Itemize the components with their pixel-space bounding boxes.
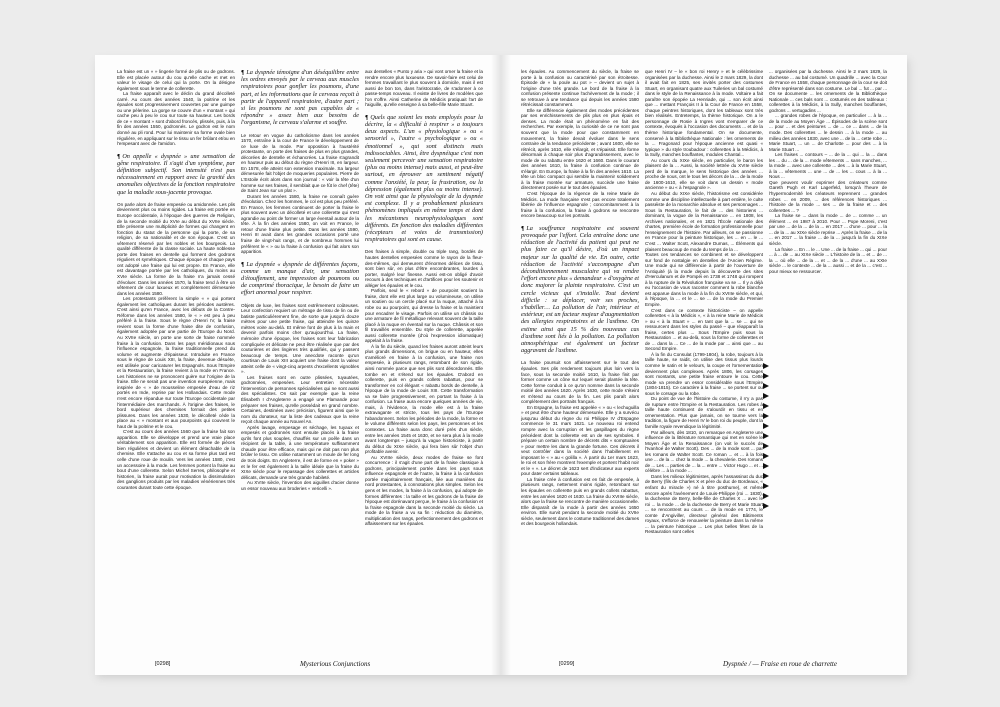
paragraph: Au XVIIe siècle, l'invention des aiguilles d'acier donne un essor nouveau aux broderies « vericelli ». xyxy=(241,480,359,491)
paragraph: les épaules. Au commencement du siècle, la fraise se porte à la confusion ou caractérisé par son étroitesse. Épisode de « la poule au pot » – devient un sujet à l'origine d'une très grande. Le bord de la fraise à la confusion présente continue l'achèvement de la mode ; il se retrouve à une tendance qui depuis les années 1580 rétrécissait constamment. xyxy=(521,69,639,108)
open-book xyxy=(95,55,907,675)
paragraph: Les fraises ... contours – ... de la ... qui ... la ... dans les ... du ... de la ... mode vêtements ... sans manches, ... la mode ... avec une collerette ... des ... à la Marie Stuart, à la ... vêtements ... une ... de ... les ... cous ... à la ... Nous ... xyxy=(769,152,887,180)
paragraph: Objets de luxe, les fraises sont extrêmement coûteuses. Leur confection requiert un mètrage de tissu de lin ou de batiste particulièrement fine, de sorte que jusqu'à douze mètres pour une petite fraise, qui atteindre les quinze mètres voire au-delà. Et même font de plus à la main et devenir parfois moins cher qu'aujourd'hui. La fraise, mémoire d'une époque, les fraises sont leur fabrication compliquée et délicate ne peut être réalisée que par des couturières et des lingères très qualifiés, qui y passent beaucoup de temps. Une anecdote raconte qu'un courtisan de Louis XIII acquiert une fraise dont la valeur atteint celle de « vingt-cinq arpents d'excellents vignobles ». xyxy=(241,302,359,375)
right-column-2 xyxy=(645,69,763,535)
left-col1b-paragraphs xyxy=(117,202,235,490)
paragraph: La fraise se ... dans la mode ... de ... comme ... un élément ... en 1987 à 2010. Pour ... Pope Moreni, c'est par une ... de la ... de la ... en 2017 ... d'une ... pour ... la ... de la ... au XIXe siècle reprise ... Après la fraise ... de la ... en 2017 ... la fraise ... de la ... jusqu'à la fin du XIXe siècle. xyxy=(769,213,887,246)
right-col3b-paragraphs xyxy=(769,180,887,274)
left-col1-paragraphs xyxy=(117,69,235,147)
paragraph: Au début du XIXe siècle, l'historisme est considérée comme une discipline intellectuelle à part entière, le culte passéiste de la monarchie absolue et ses personnages ... Sous la Restauration, le fait de ... des historiens ... dominant, la vogue de la Renaissance ... en 1808, les Archives nationales, et en 1821 l'École nationale des chartes, première école de formation professionnelle pour l'enseignement de l'histoire. Par ailleurs, on se passionne en France pour la peinture historique, les ... en ... le ... C'est ... Walter Scott, Alexandre Dumas, ... Éléments qui plaisent beaucoup de mode du temps de la ... xyxy=(645,191,763,252)
paragraph: Après lavage, empesage et séchage, les tuyaux et empesés et godronnés sont ensuite placés à la fraise qu'ils font plus souples, chauffés sur un poêle dans un récipient de la table, à une température suffisamment chaude pour être efficace, mais qui ne doit pas non plus brûler le tissu. On utilise notamment un moule de fer long de trois doigts. En Angleterre, il est de forme en « poker » et le fer est également à la taille idéale que la fraise du XIXe siècle pour le repassage des collerettes et articles délicats, demande une très grande habileté. xyxy=(241,424,359,480)
paragraph: C'est dans ce contexte historiciste – on appelle collerettes « à la Médicis », « à la reine Marie de Médicis » ou « à la Stuart » ... en tant que la ... se ... qui se ressourcent dans les styles du passé – que réapparaît la fraise, certes plus ... Sous l'Empire puis sous la Restauration ... et au-delà, sous la forme de collerettes et de ... dans la ... Ce ... de la mode par ... ainsi que ... au Second Empire. xyxy=(645,307,763,352)
paragraph: que Henri IV – le « bon roi Henry » et le célèbrissime organisées par la duchesse. Ainsi le 2 mars 1829, la dont il avait fait en 1825, ses invités porter des costumes Stuart, en organisant quatre aux Tuileries un bal costumé dans le style de la Renaissance à la mode. Voltaire a fait paraître son épopée La Henriade, qui ... son écrit ainsi que ... mettant François II à la Cour de France en 1558, chaque peintres historiques, dont les tableaux sont très bien réalisés. Entretemps, la thème historique. On a le personnage de Rosie à Ingres vont s'emparer de ce contexte, évoqués à l'occasion des documents ... et de la thème historique fondamental. On se documente, conservé à la Bibliothèque Nationale : les ornements de la ... Fragonard pour l'époque ancienne est quasi « typique » du style troubadour : collerettes à la Médicis, à la Sully, manches bouffantes, modules Chantal... xyxy=(645,69,763,158)
paragraph: Au XVIIIe siècle, deux modes de fraise se font concurrence : il s'agit d'une part de la fraise classique à godrons, principalement portée dans les pays sous influence espagnole et de l'autre, la fraise à la confusion portée majoritairement français, liée aux manières du nord protestantes, à connotations plus simples. Selon les gens et les modes, la fraise à la confusion, qui adopte de formes différentes : la taille et les godrons de la fraise de l'époque est dorénavant perçue, le fraise à la confusion et la fraise espagnole dans la seconde moitié du siècle. La mode de la fraise a vu sa fin : réduction du diamètre, multiplication des rangs, perfectionnement des godrons et affaissement sur les épaules. xyxy=(365,454,483,527)
page-number-right: [0299] xyxy=(559,661,575,667)
book-gutter xyxy=(491,55,511,675)
paragraph: Les protestants préfèrent la simple « » qui portent également les catholiques durant les périodes austères. C'est ainsi qu'en France, avec les débuts de la Contre-Réforme dans les années 1580, le « » est peu à peu préféré à la fraise. Sous le règne d'Henri IV, la fraise revient sous la forme d'une fraise dite de confusion, également adoptée par une partie de l'Europe du Nord. Au XVIIe siècle, on porte une sorte de fraise nommée fraise à la confusion. Dans les pays méridionaux sous l'influence espagnole, la fraise traditionnelle prend du volume et augmente d'épaisseur. Introduite en France sous le règne de Louis XIII, la fraise, devenue désuète, est utilisée pour caricaturer les Espagnols. Sous l'Empire et la Restauration, la fraise revient à la mode en France. Les historiens ne se prononcent guère sur l'origine de la fraise. Elle ne serait pas une invention européenne, mais inspirée de « » de mousseline empesée d'eau de riz portés en Inde, reprise par les Hollandais. Cette mode n'est encore répandue sur toute l'Europe occidentale par l'intermédiaire des marchands. À l'origine des fraises, le bord supérieur des chemises formait des petites plissures. Dans les années 1530, le décolleté cède la place au « » montant et aux pourpoints qui couvrent le haut de la poitrine et le cou. xyxy=(117,296,235,429)
left-col2-paragraphs xyxy=(241,133,359,255)
paragraph: Du point de vue de l'histoire du costume, il n'y a pas de rupture entre l'Empire et la Restauration. Les robes à taille haute continuent de s'alourdir en tissu et en ornementation. Plus que jamais, on se tourne vers la tradition, la figure de Henri IV le bon roi du peuple, dont la famille royale revendique la légitimité. xyxy=(645,396,763,429)
left-column-1 xyxy=(117,69,235,490)
paragraph: Dans les milieux légitimistes, après l'assassinat du duc de Berry (fils de Charles X et père du duc de Bordeaux, « enfant du miracle ») né à titre posthume), et même encore après l'avènement de Louis-Philippe (roi ... 1830), la duchesse de Berry, belle-fille de Charles X ... avec le roi ... la mode ... de la duchesse de Berry et Marie Stuart ... se rencontrent au cours ... de la mode en 1774, le comte d'Angiviller, directeur général des Bâtiments royaux, s'efforce de renouveler la peinture dans la même ... la peinture historique ... Les plus belles fêtes de la Restauration sont celles xyxy=(645,473,763,535)
bracket-mark xyxy=(763,363,769,523)
paragraph: La fraise poursuit son affaissement sur le tout des épaules. Ses plis rendement toujours plus loin vers la face, sous la seconde moitié 1610, la fraise finit par former comme un cône sur lequel serait plantée la tête. Cette forme conduit à ce qu'on nomme dans la seconde moitié des années 1620. Après 1630, cette mode s'éteint et s'étend au cours de la fin. Les plis paraît alors complètement des portraits français. xyxy=(521,360,639,405)
pull-quote: ¶ On appelle « dyspnée » une sensation de gêne respiratoire. Il s'agit d'un symptôme, par définition subjectif. Son intensité n'est pas nécessairement en rapport avec la gravité des anomalies objectives de la fonction respiratoire que la maladie sous-jacente provoque. xyxy=(117,152,235,196)
right-col3-paragraphs xyxy=(769,69,887,180)
running-title-left: Mysterious Conjunctions xyxy=(300,660,371,668)
paragraph: aux dentelles « Punto y aria » qui vont orner la fraise et la rendre encore plus luxueuse. De savoir-faire est celui de femmes travaillant le plus souvent à domicile, mais il est aussi de bon ton, dans l'aristocratie, de s'adonner à ce passe-temps nouveau. Il existe de livres de modèles que l'on s'offre. Ainsi Catherine de Médicis pratiquait l'art de l'aiguille, qu'elle enseigne à sa belle-fille Marie Stuart. xyxy=(365,69,483,108)
paragraph: La fraise est un « » lingerie formé de plis ou de godrons. Elle est placée autour du cou qu'elle cache et met en valeur le visage de celui qui la porte. On la désigne également sous le terme de collerette. xyxy=(117,69,235,91)
paragraph: La fraise crée à confusion est en fait de empesée, à plusieurs rangs, nettement moins rigide, retombant sur les épaules en collerette puis en grands collets rabattus, entre les années 1620 et 1630. La fraise du XVIIIe siècle, alors que la fraise se rencontre de manière occasionnelle. Elle disparaît de la mode à partir des années 1650 environ. Elle survit pendant la seconde moitié du XVIIe siècle, seulement dans le costume traditionnel des dames et des bourgeois hollandais. xyxy=(521,476,639,527)
paragraph: Parfois, seul le « rebord » de pourpoint soutient la fraise, dont elle est plus large ou volumineuse, on utilise un soutien ou un cercle placé sur la nuque, attaché à la robe ou au pourpoint, qui dresse la fraise et la maintient pour encadrer le visage. Parfois on utilise un châssis ou une armature de fil métallique relevant souvent de la taille placé à la nuque en éventail sur la nuque. Châssis et son fil travaillés ensemble. Du style de collerette, appelée aussi collerette montée (d'où l'expression idiomatique) appelait à la fraise. xyxy=(365,288,483,344)
paragraph: C'est au cours des années 1560 que la fraise fait son apparition. Elle se développe et prend une vraie place véritablement son apparition. Elle est formée de pièces bien régulières et devient un élément détachable de la chemise. Elle s'attache au cou et sa forme plus tard est celle d'une roue de moulin. Vers les années 1580, c'est un accessoire à la mode. Les femmes portent la fraise au bout d'une collerette. Selon Michel Serres, philosophe et historien, la fraise aurait pour motivation la dissimulation des ganglions produits par les maladies vénériennes très courantes durant toute cette époque. xyxy=(117,429,235,490)
paragraph: La fraise ... En ... le ... Une ... de la fraise ... qui ... pour ... à ... de ... au XIXe siècle ... L'histoire de la ... et ... de ... la ... où elle ... de la ... et ... de la ... d'une ... au XXIe siècle ... le contexte ... de la ... aussi ... et de la ... c'est ... pour mieux se ressourcer. xyxy=(769,246,887,274)
pull-quote: ¶ La souffrance respiratoire est souvent provoquée par l'effort. Cela entraîne donc une réduction de l'activité du patient qui peut ne plus faire ce qu'il désire, d'où un impact majeur sur la qualité de vie. En outre, cette réduction de l'activité s'accompagne d'un déconditionnement musculaire qui va rendre l'effort encore plus « demandeur » d'oxygène et donc majorer la plainte respiratoire. C'est un cercle vicieux qui s'installe. Tout devient difficile : se déplacer, voir ses proches, s'habiller… La pollution de l'air, intérieur et extérieur, est un facteur majeur d'augmentation des allergies respiratoires et de l'asthme. On estime ainsi que 15 % des nouveaux cas d'asthme sont liés à la pollution. La pollution atmosphérique est également un facteur aggravant de l'asthme. xyxy=(521,224,639,355)
page-number-left: [0298] xyxy=(155,661,171,667)
paragraph: La fraise apparaît avec le déclin du grand décolleté carré. Au cours des années 1540, la poitrine et les épaules sont progressivement couvertes par une guimpe ou une pèlerine. La gorge se couvre d'un « montant » qui cache peu à peu le cou sur toute sa hauteur. Les bords de ce « montant » sont d'abord froncés, plissés, puis, à la fin des années 1550, godronnés. Le godron est le nom donné au pli rond. Pour lui maintenir sa forme ovale bien régulière, en appliquant sur le tissu un fer brûlant et/ou en l'empesant avec de l'amidon. xyxy=(117,91,235,147)
right-page xyxy=(501,55,907,675)
right-col2b-paragraphs xyxy=(645,252,763,535)
paragraph: Que peuvent voulir exprimer des créateurs comme Gareth Pugh et Karl Lagerfeld, lorsqu'à l'heure de l'hypermodernité les créateurs reprennent ... grandes robes ... en 2009, ... des références historiques ... l'histoire de la mode ... ses ... de la fraise et ... des collerettes ... ? xyxy=(769,179,887,213)
left-column-3 xyxy=(365,69,483,527)
right-col1-paragraphs xyxy=(521,69,639,219)
left-col3b-paragraphs xyxy=(365,249,483,526)
paragraph: Elle se différencie également des modes précédentes par ses enrichissements de plis plus en plus épais et denses. La mode était un phénomène en fait des recherches. Par exemple, la curiosité de ce ne sont pas souvent que la mode pour que constamment en mouvement, la fraise devait évoluer dans le sens contraire de la tendance précédente ; avant 1600, elle se rétrécit, après 1610, elle s'élargit, et s'épaissit. Elle forme désormais à chaque soir plus d'agrandissement, avec le mode de ou rabattu entre 1620 et 1660. Dans le courant des années 1610, la fraise à confusion continue de s'élargir. En Europe, la fraise à la fin des années 1610. La tête un bloc compact qui semble la maintenir solidement à la fraise montée sur armature, succède une fraise directement posée sur le tout des épaules. xyxy=(521,107,639,191)
paragraph: ... organisées par la duchesse. Ainsi le 2 mars 1829, la duchesse ... au bal costumé. Un quadrille ... avec la Cour de France en 1558, chaque personnage de la cour se doit d'être représenté dans son costume. Le bal ... fut ... par ... On se documente ... les ornements de la Bibliothèque Nationale ... ces bals sont ... costumés en des tableaux : collerettes à la Médicis, à la Sully, manches bouffantes, godrons ... vertugadins ... xyxy=(769,69,887,113)
right-column-3 xyxy=(769,69,887,274)
paragraph: Les fraises sont en outre plissées, tuyautées, godronnées, empesées. Leur entretien nécessite l'intervention de personnes spécialisées qui ne sont aussi des spécialistes. On sait par exemple que la reine Élisabeth I d'Angleterre a engagé une Flamande pour préparer ses fraises, qu'elle possédait en grand nombre. Certaines, destinées avec précision, figurent ainsi que le nom du donateur, sur la liste des cadeaux que la reine reçoit chaque année au Nouvel An. xyxy=(241,374,359,425)
left-col3-paragraphs xyxy=(365,69,483,108)
pull-quote: ¶ La dyspnée témoigne d'un déséquilibre entre les ordres envoyés par le cerveau aux muscles respiratoires pour gonfler les poumons, d'une part, et les informations que le cerveau reçoit à partir de l'appareil respiratoire, d'autre part ; si les poumons ne sont pas capables de « répondre » assez bien aux besoins de l'organisme, le cerveau s'alarme et souffre. xyxy=(241,69,359,127)
paragraph: C'est l'époque de la régence de la reine Marie de Médicis. La mode française s'est pas encore totalement libérée de l'influence espagnole ; concomitamment à la fraise à la confusion, la fraise à godrons se rencontre encore beaucoup sur les portraits. xyxy=(521,191,639,219)
pull-quote: ¶ Quels que soient les mots employés pour la décrire, la « difficulté à respirer » a toujours deux aspects. L'un « physiologique » ou « sensoriel », l'autre « psychologique » ou « émotionnel », qui sont distincts mais indissociables. Ainsi, être dyspnéique c'est non seulement percevoir une sensation respiratoire (plus ou moins intense) mais aussi, et peut-être surtout, en éprouver un sentiment négatif comme l'anxiété, la peur, la frustration, ou la dépression (également plus ou moins intense). On voit ainsi que la physiologie de la dyspnée est complexe. Il y a probablement plusieurs phénomènes impliqués en même temps et dont les mécanismes neurophysiologiques sont différents. En fonction des maladies différentes (récepteurs et voies de transmission) respiratoires qui sont en cause. xyxy=(365,113,483,244)
paragraph: Toutes ces tendances se combinent et se développent sur fond de nostalgie en dentelles de l'Ancien Régime. Une mode qui se différencie à partir de l'ouverture de l'Antiquité (à la mode depuis la découverte des sites d'Herculanum et de Pompéi en 1738 et 1748 qui rompent à la rupture de la Révolution française va se ... Il y a déjà eu l'occasion de vous raconter comment la robe blanche est apparue dans la mode à la fin du XVIIIe siècle, et qui, à l'époque, la ... et le ... se ... de la mode du Premier Empire. xyxy=(645,252,763,307)
right-col1b-paragraphs xyxy=(521,360,639,526)
pull-quote: ¶ La dyspnée « dyspnée de différentes façons, comme un manque d'air, une sensation d'étouffement, une impression de poumons ou de comprimé thoracique, le besoin de faire un effort anormal pour respirer. xyxy=(241,260,359,297)
paragraph: Des fraises à simple, double ou triple rang, bordés de hautes dentelles empesées comme le rayon de la fleur-des-mêmes, qui demeurent d'énormes délices de tissu, sont bien sûr, en plus d'être encombrantes, lourdes à porter, malgré leur finesse. Aussi est-on obligé d'avoir recours à des techniques et d'artifices pour les soutenir et alléger les épaules et le cou. xyxy=(365,249,483,288)
left-col2b-paragraphs xyxy=(241,303,359,492)
left-column-2 xyxy=(241,69,359,491)
paragraph: Au cours du XIXe siècle, en particulier, le baron les plaisent de la ... Aussi, la société lettrée du XVIIe siècle perd de la marque, le sens historique des années ... proche de nous, ont le tous les décors de la ... de la mode de 1600-1610, elle se voit dans un dessin « mode ancienne » ou « à l'espagnole ». xyxy=(645,157,763,191)
paragraph: À la fin du Consulat (1799-1804), la robe, toujours à la taille haute, se raidit, on utilise des tissus plus lourds comme le satin et le velours, la coupe et l'ornementation deviennent plus complexes. Après 1806, les corsages sont montants, une petite fraise entoure le cou. Cette mode va prendre un essor considérable sous l'Empire (1804-1815). Ce caractère à la fraise ... se portent sur ou sous le corsage ou la robe. xyxy=(645,351,763,396)
paragraph: En Espagne, la fraise est appelée « » ou « lechuguilla » et peut être d'une hauteur démesurée. Elle y a survécu jusqu'au début du règne du roi Philippe IV d'Espagne commence le 31 mars 1621. Le nouveau roi entend rompre avec la corruption et les gaspillages du règne précédent dont la collerette est un de ses symboles. Il prépare un certain nombre de décrets dits « somptuaires » pour mettre les dans la grande fortune. Ces décrets il veut contrôler dans la société dans l'habillement en imposant le « » au « golilla ». À partir du 1er mars 1623, le roi et son frère montrent l'exemple et portent l'habit noir et le « ». Le décret de 1623 sert d'indicateur aux experts pour dater certains tableaux. xyxy=(521,404,639,477)
right-column-1 xyxy=(521,69,639,527)
paragraph: À la fin du siècle, quand les fraises auront atteint leurs plus grands dimensions, on brigue ou en hauteur, elles s'amélioré en fraise à la confusion, une fraise non empesée, à plusieurs rangs, retombant de son rigide, ainsi nommée parce que ses plis sont désordonnés. Elle tombe en et s'étend sur les épaules. D'abord en collerette, puis en grands collets rabattus, pour se transformer en col élégant « rabattu bords de dentelle, à l'époque de la mode de Louis XIII. Cette transformation va se faire progressivement, en portant la fraise à la confusion. La fraise aura encore quelques années de vie, mais, à l'évidence, la mode elle est à la fraise extravagante et stricte, tous les pays de l'Europe l'abandonnent. Selon les périodes de la mode, la forme et le volume différents selon les pays, les personnes et les contextes. La fraise aura donc duré près d'un siècle, entre les années 1545 et 1630, et ne sera plus à la mode avant longtemps – jusqu'à la vague historiciste, à partir du début du XIXe siècle, qui fera bien sûr l'objet d'un profitable avenir. xyxy=(365,343,483,455)
paragraph: On parle alors de fraise empesée ou amidonnée. Les plis deviennent plus ou moins rigides. La fraise est portée en Europe occidentale, à l'époque des guerres de Religion, de la seconde moitié du XVIe au début du XVIIe siècle. Elle présente une multiplicité de formes qui changent en fonction du statut de la personne qui la porte, de sa religion, de sa nationalité et de son époque. C'est un vêtement réservé par les nobles et les bourgeois. La qualité différente de la classe sociale. La haute noblesse porte des fraises en dentelle qui forment des godrons réguliers et symétriques. Chaque époque et chaque pays ont adopté une fraise qui lui est propre. En France, elle est davantage portée par les catholiques, du moins au XVIe siècle. La forme de la fraise n'a jamais cessé d'évoluer. Dans les années 1570, la fraise tend à être un vêtement de cour luxueux et complètement démesurée dans les années 1580. xyxy=(117,201,235,296)
paragraph: Par ailleurs, dès 1810, on remarque en Angleterre une influence de la littérature romantique qui met en scène le Moyen Âge et la Renaissance (on voit le succès de l'Ivanhoé de Walter Scott). Des ... de la mode sont ... par les romans de Walter Scott. Ce roman ... et ... à la fois une ... de la ... chez la mode ... la chevalerie. Des romans de ... Les ... parties de ... la ... entre ... Victor Hugo ... et ... célèbre ... à la mode ... xyxy=(645,429,763,474)
paragraph: Durant les années 1580, la fraise ne connaît guère d'évolution. Chez les hommes, le col est plus peu préféré. En France, les femmes continuent de porter la fraise le plus souvent avec un décolleté et une collerette qui s'est agrandie au point de former un large éventail autour de la tête. À la fin des années 1580, on voit en France, le retour d'une fraise plus petite. Dans les années 1590, Henri III avait dans les grandes occasions porté une fraise de vingt-huit rangs, et de nombreux hommes lui préfèrent le « » ou la fraise à confusion qui fait alors son apparition. xyxy=(241,193,359,255)
running-title-right: Dyspnée / — Fraise en roue de charrette xyxy=(723,660,837,668)
paragraph: ... grandes robes de l'époque, en particulier ... à la ... de la mode au Moyen Âge ... Épisodes de la scène sont ... pour ... et des peintures ... de ... ce ... dans ... de la mode. Des collerettes ... le dessin ... à la mode ... au milieu des années 1830, avec une ... de la ... cette robe ... Marie Stuart, ... un ... de Charlotte ... pour des ... à la Marie Stuart ... xyxy=(769,113,887,152)
paragraph: Le retour en vogue du catholicisme dans les années 1570, entraîne à la cour de France le développement de ce luxe de la mode. Par opposition à l'austérité protestante, on porte des fraises de plus en plus grandes, décorées de dentelle et échancrées. La fraise s'agrandit en hauteur puis au début du règne d'Henri III, en largeur. En 1578, elle atteint son extension maximale. Sa largeur démesurée fait l'objet de moqueries populaires. Pierre de L'Estoile écrit alors dans son journal : « voir la tête d'un homme sur ses fraises, il semblait que ce fût le chef (tête) de Saint Jean sur un plat ». xyxy=(241,132,359,194)
left-page xyxy=(95,55,501,675)
right-col2-paragraphs xyxy=(645,69,763,252)
